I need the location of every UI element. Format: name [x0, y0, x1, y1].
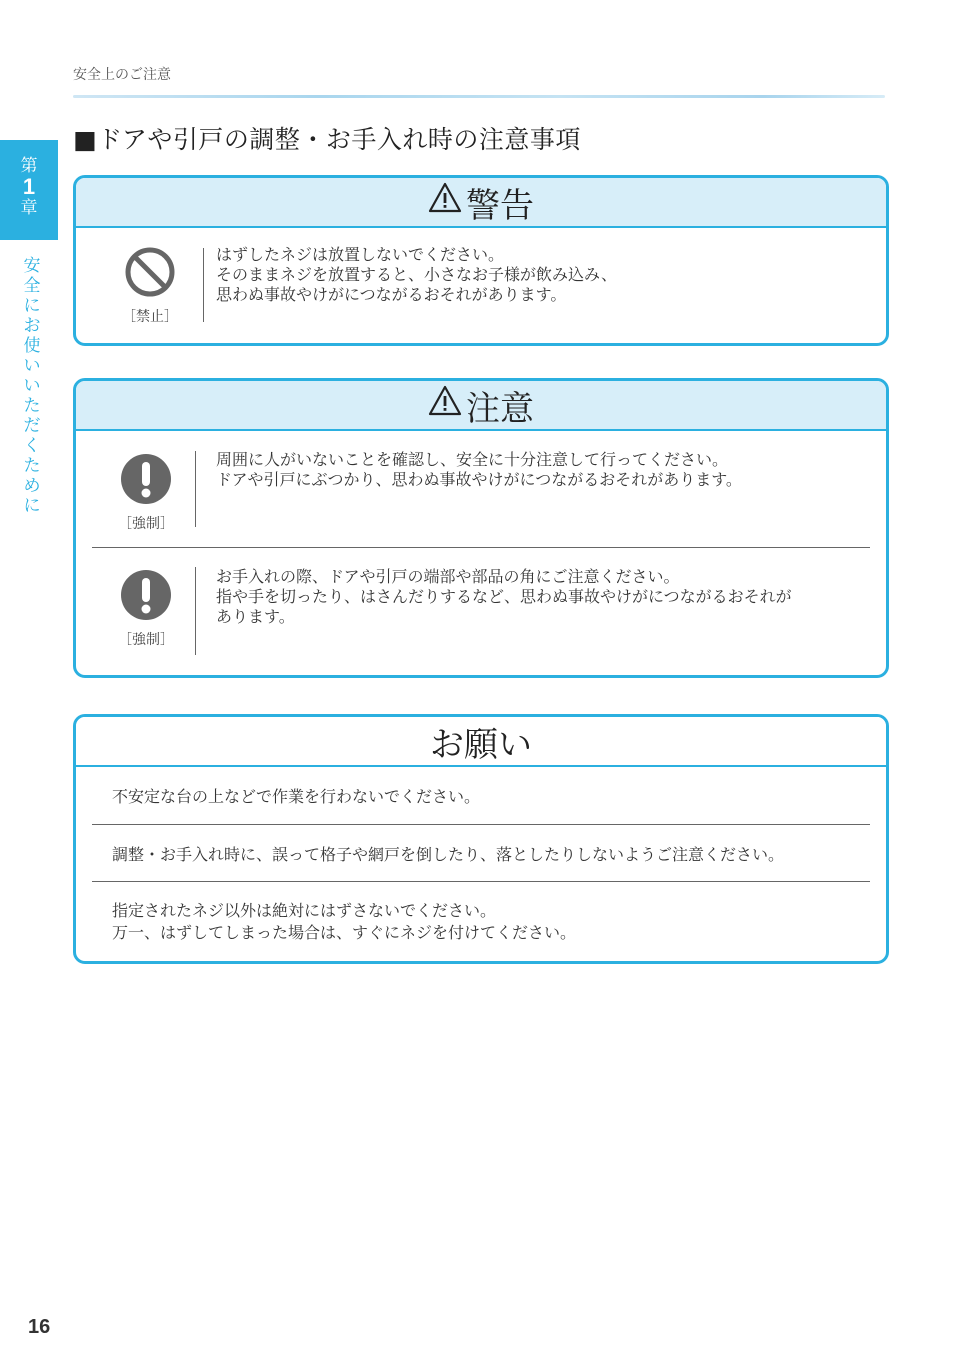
request-text-line: 不安定な台の上などで作業を行わないでください。 [112, 787, 481, 806]
prohibition-icon [124, 246, 176, 298]
prohibition-label: ［禁止］ [122, 309, 178, 325]
chapter-suffix: 章 [20, 198, 38, 217]
header-section-label: 安全上のご注意 [73, 67, 171, 83]
caution-item [76, 431, 886, 547]
header-rule [73, 95, 885, 98]
request-header [76, 717, 886, 767]
caution-box [73, 378, 889, 678]
mandatory-icon [120, 453, 172, 505]
caution-text-line: 周囲に人がいないことを確認し、安全に十分注意して行ってください。 [216, 450, 729, 469]
divider-vertical [203, 248, 204, 322]
warning-box [73, 175, 889, 346]
divider-vertical [195, 567, 196, 655]
request-box [73, 714, 889, 964]
request-text-line: 調整・お手入れ時に、誤って格子や網戸を倒したり、落としたりしないようご注意ください。 [112, 845, 785, 864]
warning-header [76, 178, 886, 228]
chapter-prefix: 第 [20, 156, 38, 175]
caution-header [76, 381, 886, 431]
warning-text-line: 思わぬ事故やけがにつながるおそれがあります。 [216, 285, 567, 304]
warning-triangle-icon [428, 182, 462, 223]
mandatory-label: ［強制］ [118, 516, 174, 532]
mandatory-label: ［強制］ [118, 632, 174, 648]
divider-horizontal [92, 824, 870, 825]
caution-item [76, 547, 886, 672]
mandatory-icon [120, 569, 172, 621]
request-text-line: 万一、はずしてしまった場合は、すぐにネジを付けてください。 [112, 923, 577, 942]
warning-text-line: そのままネジを放置すると、小さなお子様が飲み込み、 [216, 265, 617, 284]
page-title: ■ドアや引戸の調整・お手入れ時の注意事項 [73, 125, 581, 154]
caution-title: 注意 [466, 388, 534, 429]
page-number: 16 [28, 1316, 51, 1338]
warning-title: 警告 [466, 185, 534, 226]
warning-item [76, 228, 886, 340]
caution-text-line: ドアや引戸にぶつかり、思わぬ事故やけがにつながるおそれがあります。 [216, 470, 742, 489]
warning-text-line: はずしたネジは放置しないでください。 [216, 245, 505, 264]
caution-text-line: 指や手を切ったり、はさんだりするなど、思わぬ事故やけがにつながるおそれが [216, 587, 792, 606]
caution-text-line: あります。 [216, 607, 295, 626]
divider-vertical [195, 451, 196, 527]
side-title: 安全にお使いいただくために [23, 256, 41, 516]
chapter-tab [0, 140, 58, 240]
request-title: お願い [430, 724, 532, 765]
request-text-line: 指定されたネジ以外は絶対にはずさないでください。 [112, 901, 497, 920]
divider-horizontal [92, 881, 870, 882]
chapter-number: 1 [22, 174, 36, 199]
warning-triangle-icon [428, 385, 462, 426]
caution-text-line: お手入れの際、ドアや引戸の端部や部品の角にご注意ください。 [216, 567, 680, 586]
